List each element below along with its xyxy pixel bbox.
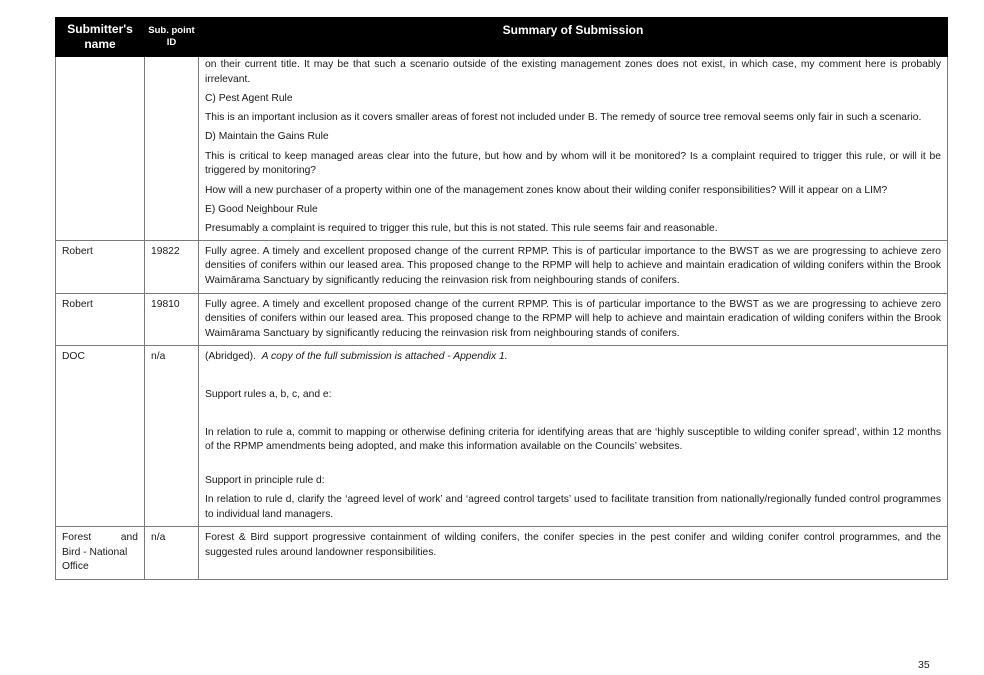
summary-paragraph: Forest & Bird support progressive containment of wilding conifers, the conifer species in the pest conifer and wilding conifer control programmes, and the suggested rules around landowner responsibilities.: [205, 532, 941, 558]
table-row: [56, 240, 948, 293]
summary-paragraph: This is an important inclusion as it covers smaller areas of forest not included under B. The remedy of source tree removal seems only fair in such a scenario.: [205, 112, 922, 124]
summary-cell: [199, 293, 948, 346]
header-row: [56, 18, 948, 57]
submitter-name-line: Office: [62, 561, 89, 573]
sub-point-id-cell: n/a: [145, 346, 199, 527]
summary-paragraph: Presumably a complaint is required to trigger this rule, but this is not stated. This rule seems fair and reasonable.: [205, 223, 718, 235]
sub-point-id-cell: [145, 57, 199, 241]
sub-point-id-cell: n/a: [145, 527, 199, 580]
sub-point-id-cell: 19810: [145, 293, 199, 346]
summary-paragraph: on their current title. It may be that such a scenario outside of the existing management zones does not exist, in which case, my comment here is probably irrelevant.: [205, 59, 941, 85]
summary-paragraph: How will a new purchaser of a property within one of the management zones know about their wilding conifer responsibilities? Will it appear on a LIM?: [205, 184, 888, 196]
summary-paragraph: Fully agree. A timely and excellent proposed change of the current RPMP. This is of particular importance to the BWST as we are progressing to achieve zero densities of conifers within our leased area. This proposed change to the RPMP will help to achieve and maintain eradication of wilding conifers within the Brook Waimārama Sanctuary by significantly reducing the reinvasion risk from neighbouring stands of conifers.: [205, 298, 941, 339]
submitter-name-cell: Robert: [56, 240, 145, 293]
abridged-note: A copy of the full submission is attached - Appendix 1.: [261, 351, 508, 363]
submitter-name-cell: DOC: [56, 346, 145, 527]
summary-paragraph: This is critical to keep managed areas clear into the future, but how and by whom will it be monitored? Is a complaint required to trigger this rule, or will it be triggered by monitoring?: [205, 150, 941, 177]
header-summary: Summary of Submission: [199, 18, 948, 57]
summary-paragraph: Fully agree. A timely and excellent proposed change of the current RPMP. This is of particular importance to the BWST as we are progressing to achieve zero densities of conifers within our leased area. This proposed change to the RPMP will help to achieve and maintain eradication of wilding conifers within the Brook Waimārama Sanctuary by significantly reducing the reinvasion risk from neighbouring stands of conifers.: [205, 245, 941, 286]
summary-cell: [199, 57, 948, 241]
table-row: [56, 527, 948, 580]
submitter-name-line: Forest and: [62, 532, 138, 544]
submitter-name-line: Bird - National: [62, 546, 128, 558]
summary-paragraph: In relation to rule d, clarify the ‘agreed level of work’ and ‘agreed control targets’ used to facilitate transition from nationally/regionally funded control programmes to individual land managers.: [205, 493, 941, 520]
table-row: [56, 293, 948, 346]
submitter-name-cell: [56, 527, 145, 580]
summary-cell: [199, 346, 948, 527]
summary-paragraph: E) Good Neighbour Rule: [205, 203, 318, 215]
summary-cell: [199, 240, 948, 293]
summary-paragraph: Support in principle rule d:: [205, 474, 325, 486]
submitter-name-cell: Robert: [56, 293, 145, 346]
header-sub-point-id: Sub. point ID: [145, 18, 199, 57]
abridged-label: (Abridged).: [205, 351, 256, 363]
sub-point-id-cell: 19822: [145, 240, 199, 293]
summary-cell: [199, 527, 948, 580]
submissions-table: [55, 17, 948, 580]
submitter-name-cell: [56, 57, 145, 241]
table-row: [56, 57, 948, 241]
table-row: [56, 346, 948, 527]
page-number: 35: [918, 659, 930, 671]
summary-paragraph: D) Maintain the Gains Rule: [205, 131, 329, 143]
summary-paragraph: Support rules a, b, c, and e:: [205, 388, 332, 400]
summary-paragraph: In relation to rule a, commit to mapping or otherwise defining criteria for identifying areas that are ‘highly susceptible to wilding conifer spread’, within 12 months of the RPMP amendments being adopted, and make this information available on the Councils’ websites.: [205, 426, 941, 453]
summary-paragraph: [205, 350, 941, 365]
summary-paragraph: C) Pest Agent Rule: [205, 92, 293, 104]
header-submitter-name: Submitter's name: [56, 18, 145, 57]
